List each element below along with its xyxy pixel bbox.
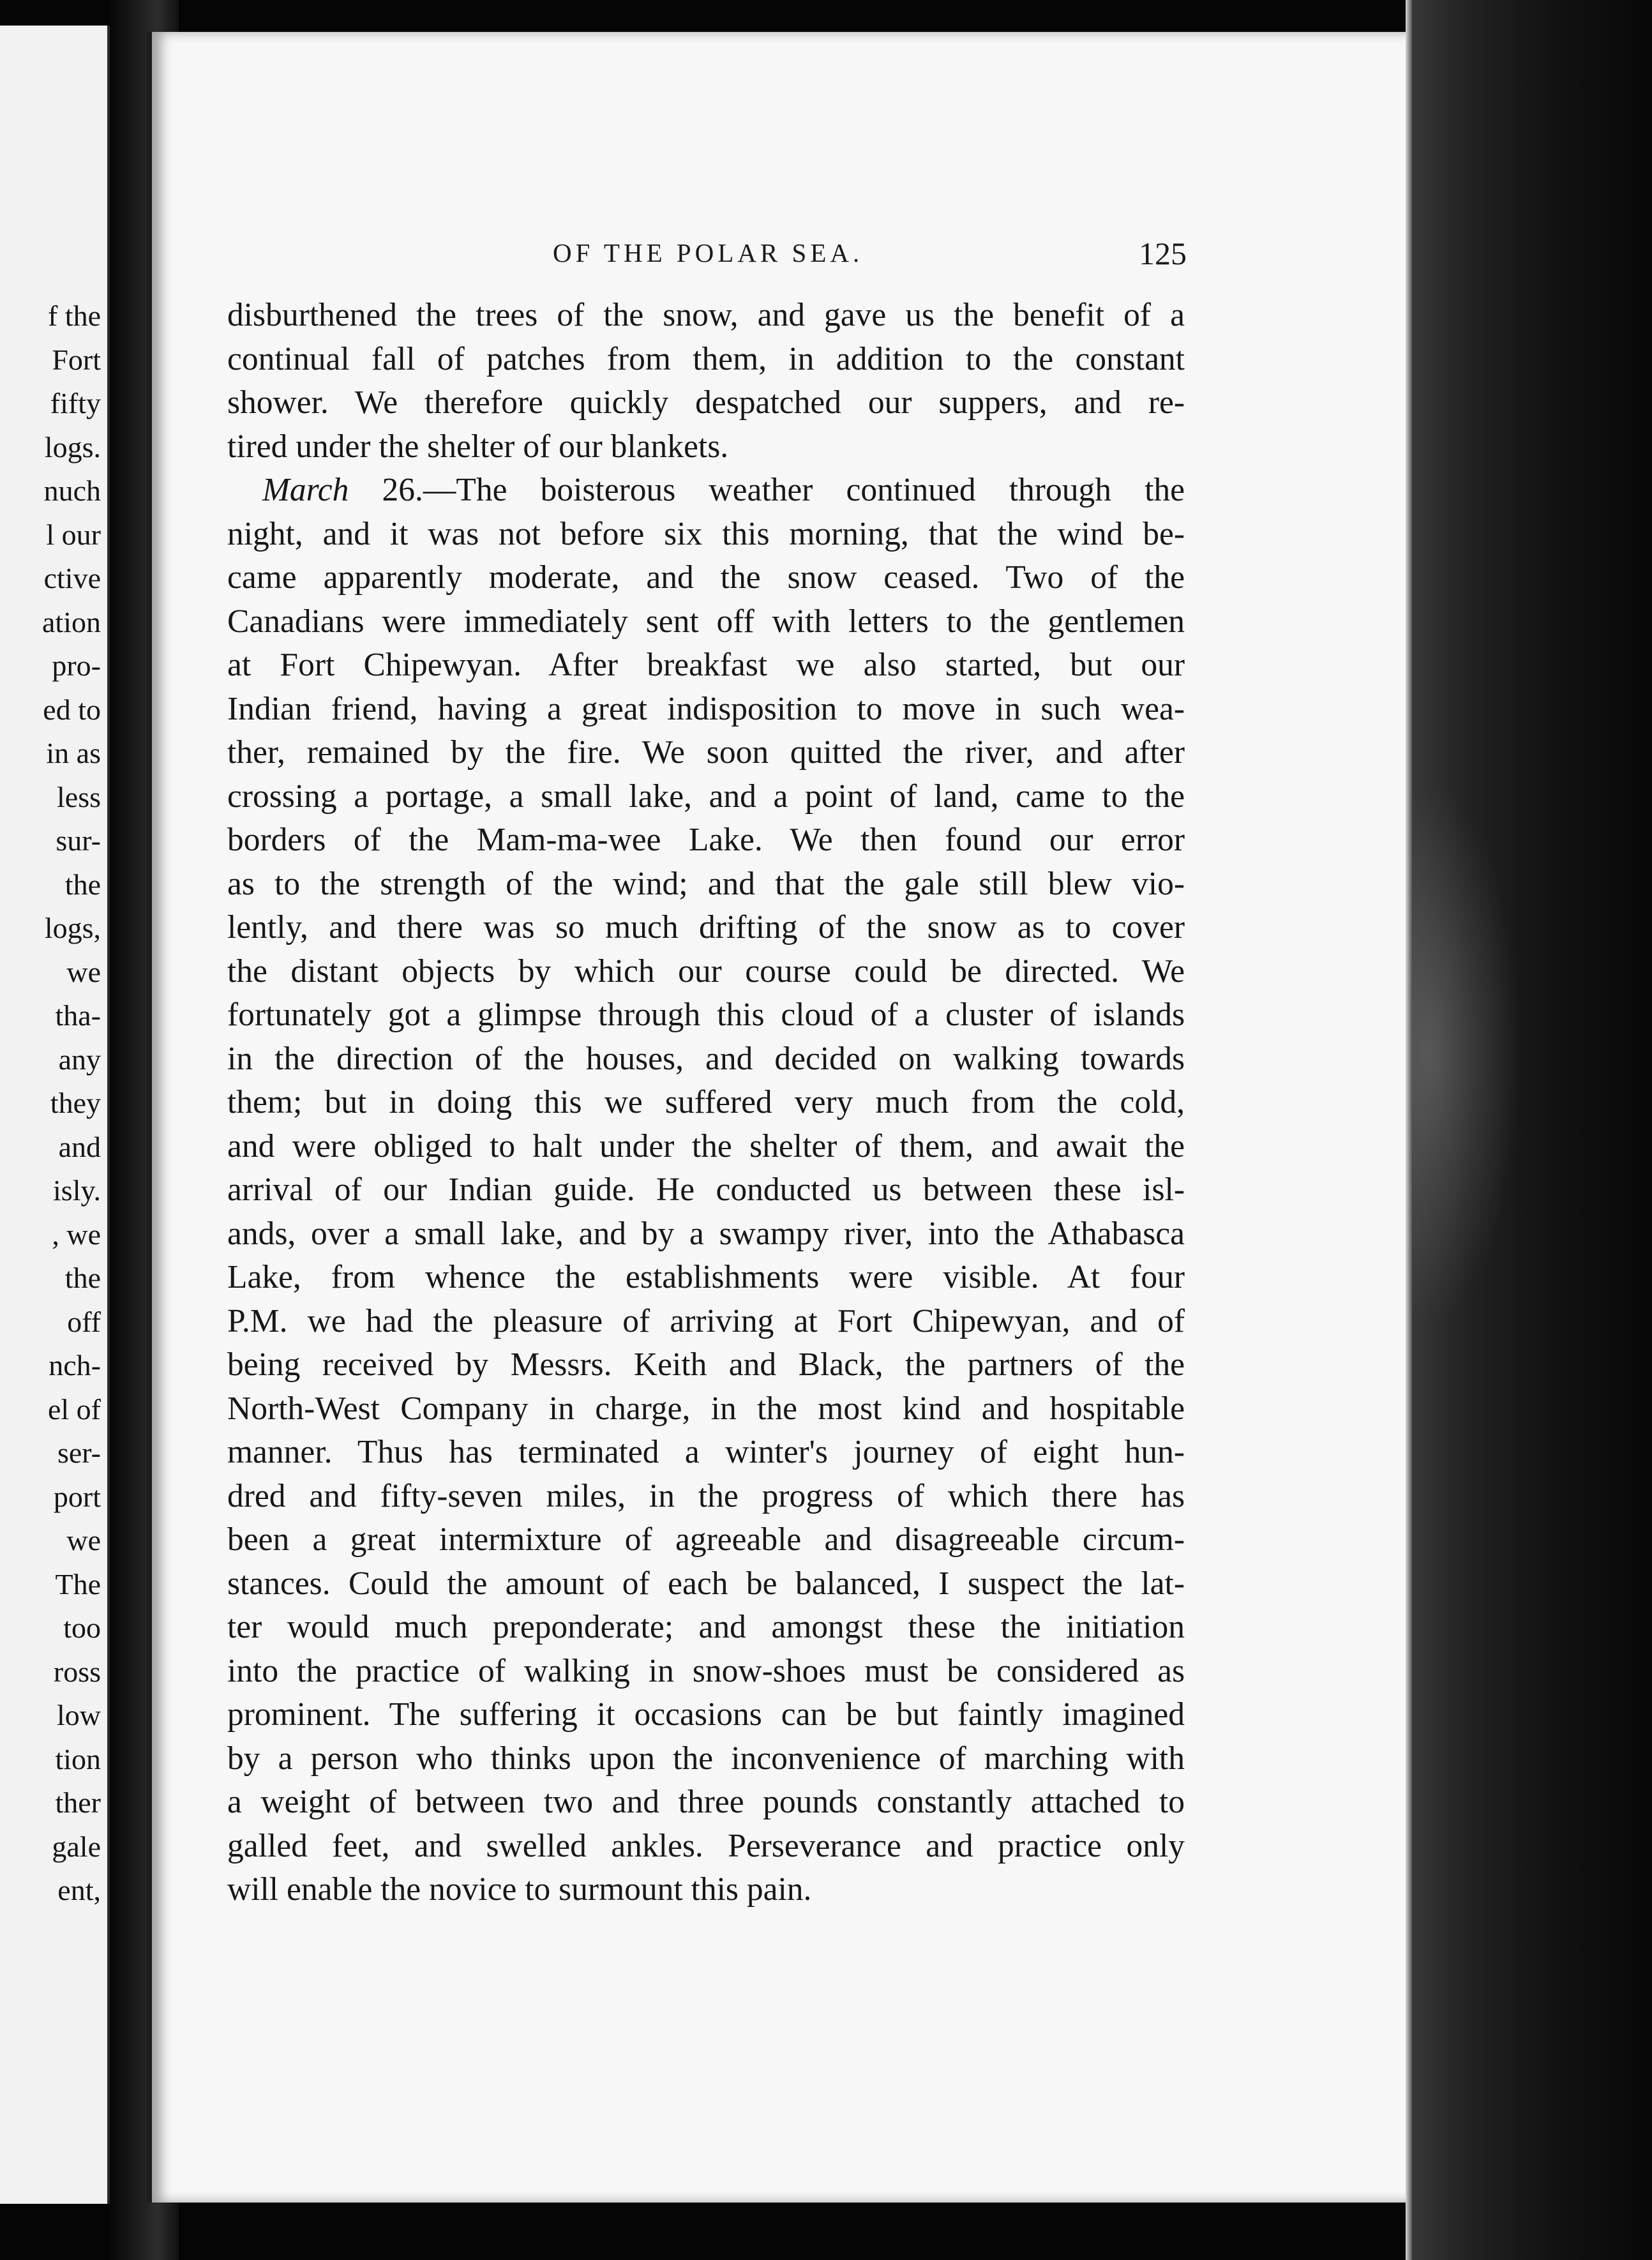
- left-page-fragment: l our: [46, 518, 101, 551]
- text-line: ands, over a small lake, and by a swampy river, into the Athabasca: [227, 1215, 1185, 1252]
- left-page-fragment: ther: [55, 1786, 101, 1819]
- text-line: March 26.—The boisterous weather continued through the: [262, 472, 1185, 508]
- text-line: them; but in doing this we suffered very much from the cold,: [227, 1084, 1185, 1120]
- left-page-fragment: ross: [53, 1655, 101, 1688]
- text-line: manner. Thus has terminated a winter's journey of eight hun-: [227, 1434, 1185, 1470]
- left-page-fragment: fifty: [50, 387, 101, 419]
- body-text: [227, 294, 1185, 1912]
- text-line: tired under the shelter of our blankets.: [227, 428, 729, 465]
- left-page-fragment: we: [66, 955, 101, 988]
- left-page-fragment: the: [64, 1262, 101, 1294]
- left-page-fragment: they: [50, 1087, 101, 1119]
- text-line: disburthened the trees of the snow, and gave us the benefit of a: [227, 297, 1185, 333]
- left-page-fragment: off: [67, 1305, 101, 1338]
- text-line: by a person who thinks upon the inconvenience of marching with: [227, 1740, 1185, 1777]
- left-page-fragment: logs.: [44, 430, 101, 463]
- left-page-fragment: ctive: [43, 562, 101, 594]
- text-line: into the practice of walking in snow-shoes must be considered as: [227, 1652, 1185, 1689]
- text-line: galled feet, and swelled ankles. Perseverance and practice only: [227, 1827, 1185, 1864]
- text-line: prominent. The suffering it occasions can be but faintly imagined: [227, 1696, 1185, 1733]
- text-line: ter would much preponderate; and amongst these the initiation: [227, 1609, 1185, 1645]
- book-page: [147, 32, 1411, 2203]
- text-line: ther, remained by the fire. We soon quitted the river, and after: [227, 734, 1185, 771]
- text-line: a weight of between two and three pounds constantly attached to: [227, 1784, 1185, 1820]
- text-line: and were obliged to halt under the shelter of them, and await the: [227, 1127, 1185, 1164]
- left-page-fragment: The: [55, 1567, 101, 1601]
- text-line: Indian friend, having a great indisposition to move in such wea-: [227, 690, 1185, 727]
- text-line: continual fall of patches from them, in addition to the constant: [227, 340, 1185, 377]
- left-page-fragment: pro-: [52, 649, 101, 682]
- left-page-fragment: Fort: [52, 343, 101, 376]
- left-page-fragment: ation: [42, 605, 101, 638]
- left-page-fragment: sur-: [56, 824, 101, 857]
- text-line: lently, and there was so much drifting of the snow as to cover: [227, 909, 1185, 945]
- text-line: stances. Could the amount of each be balanced, I suspect the lat-: [227, 1565, 1185, 1602]
- text-line: Canadians were immediately sent off with letters to the gentlemen: [227, 603, 1185, 640]
- left-page-fragment: gale: [52, 1830, 101, 1863]
- left-page-fragment: low: [57, 1699, 101, 1731]
- text-line: at Fort Chipewyan. After breakfast we also started, but our: [227, 647, 1185, 683]
- text-line: crossing a portage, a small lake, and a point of land, came to the: [227, 778, 1185, 815]
- left-page-fragment: port: [53, 1480, 101, 1513]
- text-line: as to the strength of the wind; and that the gale still blew vio-: [227, 865, 1185, 902]
- left-page-fragment: in as: [46, 737, 101, 769]
- left-page-fragment: , we: [52, 1217, 101, 1251]
- left-page-fragment: tion: [55, 1742, 101, 1775]
- left-page-fragment: any: [58, 1043, 101, 1076]
- left-page-fragment: nuch: [43, 474, 101, 507]
- left-page-fragment: ed to: [43, 693, 101, 726]
- text-line: shower. We therefore quickly despatched our suppers, and re-: [227, 384, 1185, 421]
- text-line: in the direction of the houses, and decided on walking towards: [227, 1040, 1185, 1077]
- left-page-fragment: ser-: [57, 1436, 101, 1469]
- left-page-fragment: isly.: [53, 1174, 101, 1207]
- left-page-fragment: and: [58, 1130, 101, 1163]
- left-page-fragment: ent,: [57, 1874, 101, 1906]
- left-page-fragment: nch-: [49, 1349, 101, 1382]
- text-line: been a great intermixture of agreeable and disagreeable circum-: [227, 1521, 1185, 1558]
- left-page-fragment: tha-: [55, 999, 101, 1032]
- text-line: will enable the novice to surmount this pain.: [227, 1871, 812, 1908]
- text-line: the distant objects by which our course could be directed. We: [227, 953, 1185, 990]
- page-number: 125: [1139, 236, 1187, 271]
- text-line: North-West Company in charge, in the most kind and hospitable: [227, 1390, 1185, 1427]
- left-page-fragment: less: [57, 780, 101, 813]
- left-page-fragment: logs,: [44, 912, 101, 944]
- running-head: OF THE POLAR SEA.: [553, 238, 864, 267]
- left-page-fragment: the: [64, 868, 101, 901]
- text-line: being received by Messrs. Keith and Black, the partners of the: [227, 1346, 1185, 1383]
- text-line: borders of the Mam-ma-wee Lake. We then found our error: [227, 822, 1185, 858]
- text-line: Lake, from whence the establishments were visible. At four: [227, 1259, 1185, 1295]
- left-page-fragment: we: [66, 1524, 101, 1556]
- left-page-fragment: too: [63, 1611, 101, 1644]
- left-page-fragment: el of: [47, 1392, 101, 1426]
- text-line: arrival of our Indian guide. He conducted us between these isl-: [227, 1171, 1185, 1208]
- book-right-edge: [1406, 0, 1652, 2260]
- text-line: dred and fifty-seven miles, in the progress of which there has: [227, 1477, 1185, 1514]
- text-line: night, and it was not before six this morning, that the wind be-: [227, 515, 1185, 552]
- left-page-fragment: f the: [47, 299, 101, 332]
- text-line: fortunately got a glimpse through this cloud of a cluster of islands: [227, 997, 1185, 1033]
- facing-page-left: [0, 26, 110, 2204]
- text-line: came apparently moderate, and the snow ceased. Two of the: [227, 559, 1185, 596]
- text-line: P.M. we had the pleasure of arriving at Fort Chipewyan, and of: [227, 1302, 1185, 1339]
